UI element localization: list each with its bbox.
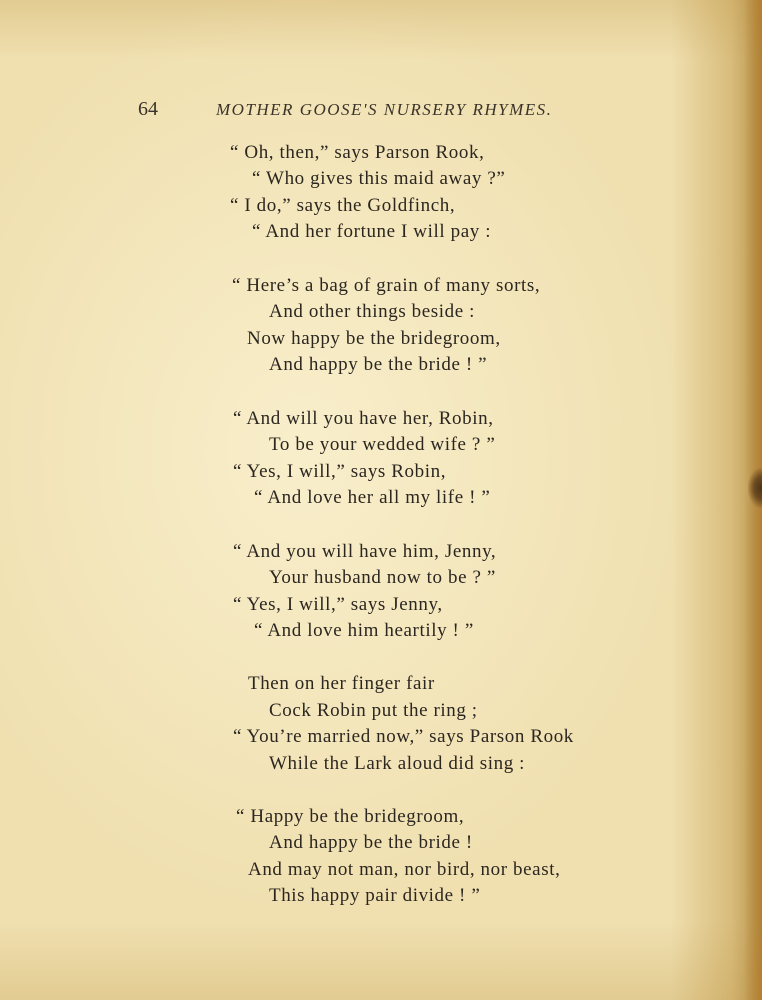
poem-line: “ You’re married now,” says Parson Rook [233, 726, 574, 747]
page-header [0, 98, 762, 128]
poem-line: “ And love her all my life ! ” [254, 487, 491, 508]
poem-line: Cock Robin put the ring ; [269, 700, 478, 721]
poem-line: “ Here’s a bag of grain of many sorts, [232, 275, 541, 296]
poem-line: “ And her fortune I will pay : [252, 221, 492, 242]
poem-line: While the Lark aloud did sing : [269, 753, 526, 774]
poem-line: Now happy be the bridegroom, [247, 328, 501, 349]
poem-line: “ And love him heartily ! ” [254, 620, 474, 641]
poem-line: And other things beside : [269, 301, 476, 322]
poem-line: “ Yes, I will,” says Robin, [233, 461, 447, 482]
poem-line: “ I do,” says the Goldfinch, [230, 195, 456, 216]
poem-line: And may not man, nor bird, nor beast, [248, 859, 561, 880]
poem-line: And happy be the bride ! [269, 832, 473, 853]
poem-line: This happy pair divide ! ” [269, 885, 481, 906]
binding-mark [748, 468, 762, 508]
running-head: MOTHER GOOSE'S NURSERY RHYMES. [216, 100, 553, 119]
poem-line: “ Who gives this maid away ?” [252, 168, 506, 189]
poem-line: And happy be the bride ! ” [269, 354, 488, 375]
page-number: 64 [138, 98, 158, 120]
poem-line: “ Oh, then,” says Parson Rook, [230, 142, 485, 163]
poem-line: “ Happy be the bridegroom, [236, 806, 465, 827]
poem-line: To be your wedded wife ? ” [269, 434, 496, 455]
poem-line: “ Yes, I will,” says Jenny, [233, 594, 443, 615]
poem-line: “ And will you have her, Robin, [233, 408, 494, 429]
poem-line: Then on her finger fair [248, 673, 435, 694]
poem-line: Your husband now to be ? ” [269, 567, 496, 588]
poem-line: “ And you will have him, Jenny, [233, 541, 497, 562]
